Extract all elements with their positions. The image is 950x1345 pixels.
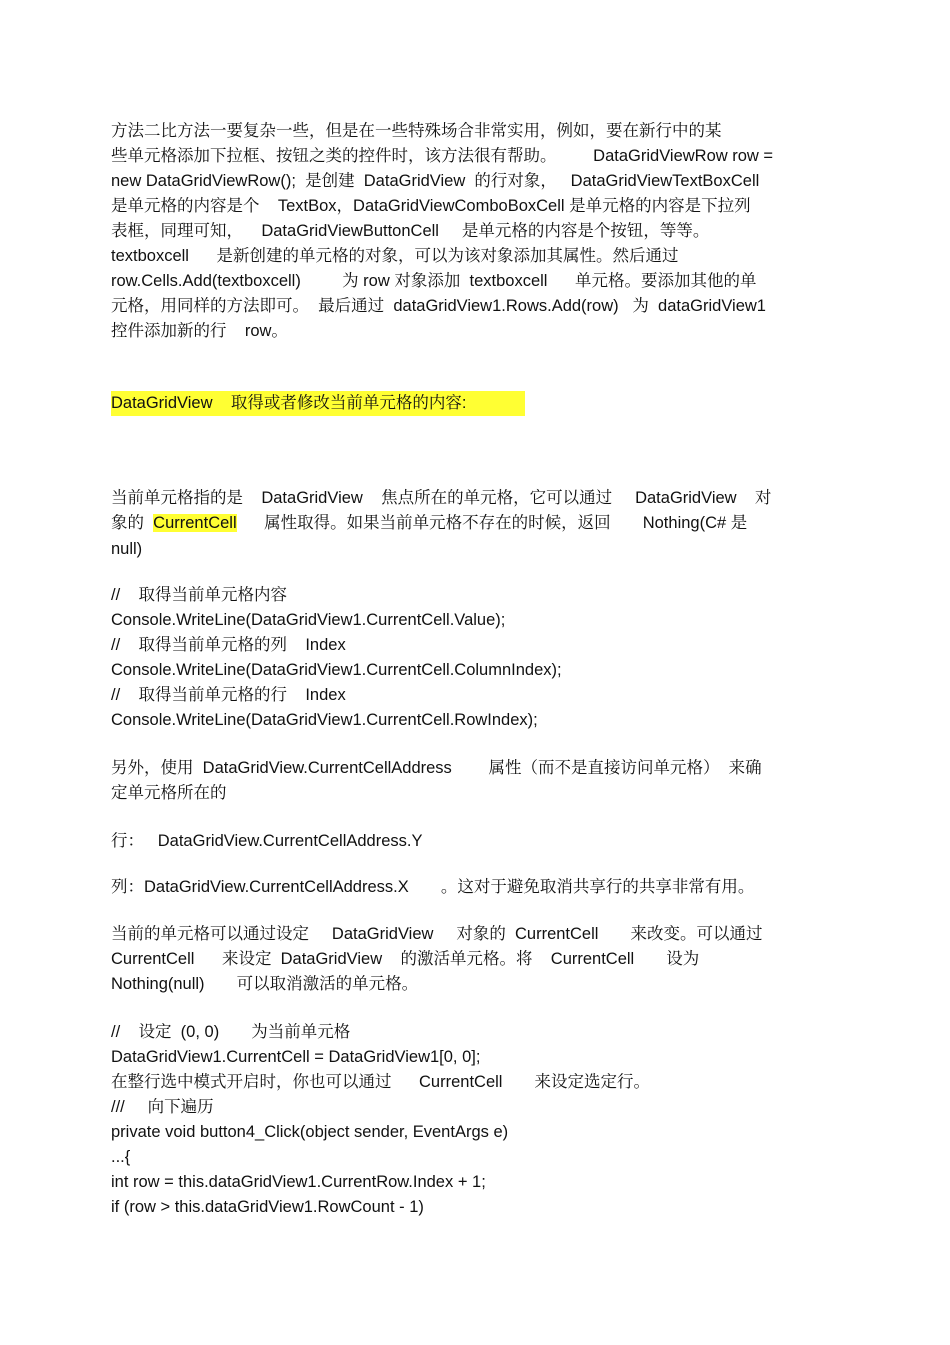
text-line: 控件添加新的行 row。 bbox=[111, 322, 288, 340]
text-line: row.Cells.Add(textboxcell) 为 row 对象添加 textboxcell 单元格。要添加其他的单 bbox=[111, 272, 757, 290]
code-comment: // 设定 (0, 0) 为当前单元格 bbox=[111, 1023, 351, 1041]
code-line: private void button4_Click(object sender, EventArgs e) bbox=[111, 1123, 509, 1141]
text-line: new DataGridViewRow(); 是创建 DataGridView 的行对象， DataGridViewTextBoxCell bbox=[111, 172, 760, 190]
code-line: int row = this.dataGridView1.CurrentRow.Index + 1; bbox=[111, 1173, 486, 1191]
text-segment: 象的 bbox=[111, 514, 154, 532]
code-comment: // 取得当前单元格内容 bbox=[111, 586, 288, 604]
text-line: null) bbox=[111, 540, 143, 558]
text-line: 表框，同理可知， DataGridViewButtonCell 是单元格的内容是个按钮，等等。 bbox=[111, 222, 710, 240]
text-line: 另外，使用 DataGridView.CurrentCellAddress 属性（而不是直接访问单元格） 来确 bbox=[111, 759, 762, 777]
code-comment: // 取得当前单元格的列 Index bbox=[111, 636, 346, 654]
text-line: textboxcell 是新创建的单元格的对象，可以为该对象添加其属性。然后通过 bbox=[111, 247, 679, 265]
code-comment: // 取得当前单元格的行 Index bbox=[111, 686, 346, 704]
text-line: 是单元格的内容是个 TextBox，DataGridViewComboBoxCell 是单元格的内容是下拉列 bbox=[111, 197, 751, 215]
section-heading: DataGridView 取得或者修改当前单元格的内容: bbox=[111, 394, 467, 412]
row-address-line: 行： DataGridView.CurrentCellAddress.Y bbox=[111, 832, 423, 850]
text-line: 当前的单元格可以通过设定 DataGridView 对象的 CurrentCell 来改变。可以通过 bbox=[111, 925, 763, 943]
code-line: if (row > this.dataGridView1.RowCount - 1) bbox=[111, 1198, 424, 1216]
code-line: Console.WriteLine(DataGridView1.CurrentCell.ColumnIndex); bbox=[111, 661, 562, 679]
text-line: 方法二比方法一要复杂一些，但是在一些特殊场合非常实用，例如，要在新行中的某 bbox=[111, 122, 722, 140]
text-line: 元格，用同样的方法即可。 最后通过 dataGridView1.Rows.Add(row) 为 dataGridView1 bbox=[111, 297, 766, 315]
code-line: DataGridView1.CurrentCell = DataGridView1[0, 0]; bbox=[111, 1048, 481, 1066]
column-address-line: 列：DataGridView.CurrentCellAddress.X 。这对于避免取消共享行的共享非常有用。 bbox=[111, 878, 755, 896]
text-segment: 属性取得。如果当前单元格不存在的时候，返回 Nothing(C# 是 bbox=[236, 514, 748, 532]
text-line: 在整行选中模式开启时，你也可以通过 CurrentCell 来设定选定行。 bbox=[111, 1073, 651, 1091]
text-line: 定单元格所在的 bbox=[111, 784, 227, 802]
code-line: Console.WriteLine(DataGridView1.CurrentCell.RowIndex); bbox=[111, 711, 538, 729]
highlighted-term: CurrentCell bbox=[153, 514, 237, 532]
code-line: ...{ bbox=[111, 1148, 131, 1166]
text-line: 些单元格添加下拉框、按钮之类的控件时，该方法很有帮助。 DataGridViewRow row = bbox=[111, 147, 774, 165]
text-line: Nothing(null) 可以取消激活的单元格。 bbox=[111, 975, 419, 993]
text-line: CurrentCell 来设定 DataGridView 的激活单元格。将 CurrentCell 设为 bbox=[111, 950, 700, 968]
code-line: Console.WriteLine(DataGridView1.CurrentCell.Value); bbox=[111, 611, 506, 629]
code-comment: /// 向下遍历 bbox=[111, 1098, 214, 1116]
text-line bbox=[111, 511, 747, 536]
text-line: 当前单元格指的是 DataGridView 焦点所在的单元格，它可以通过 DataGridView 对 bbox=[111, 489, 772, 507]
